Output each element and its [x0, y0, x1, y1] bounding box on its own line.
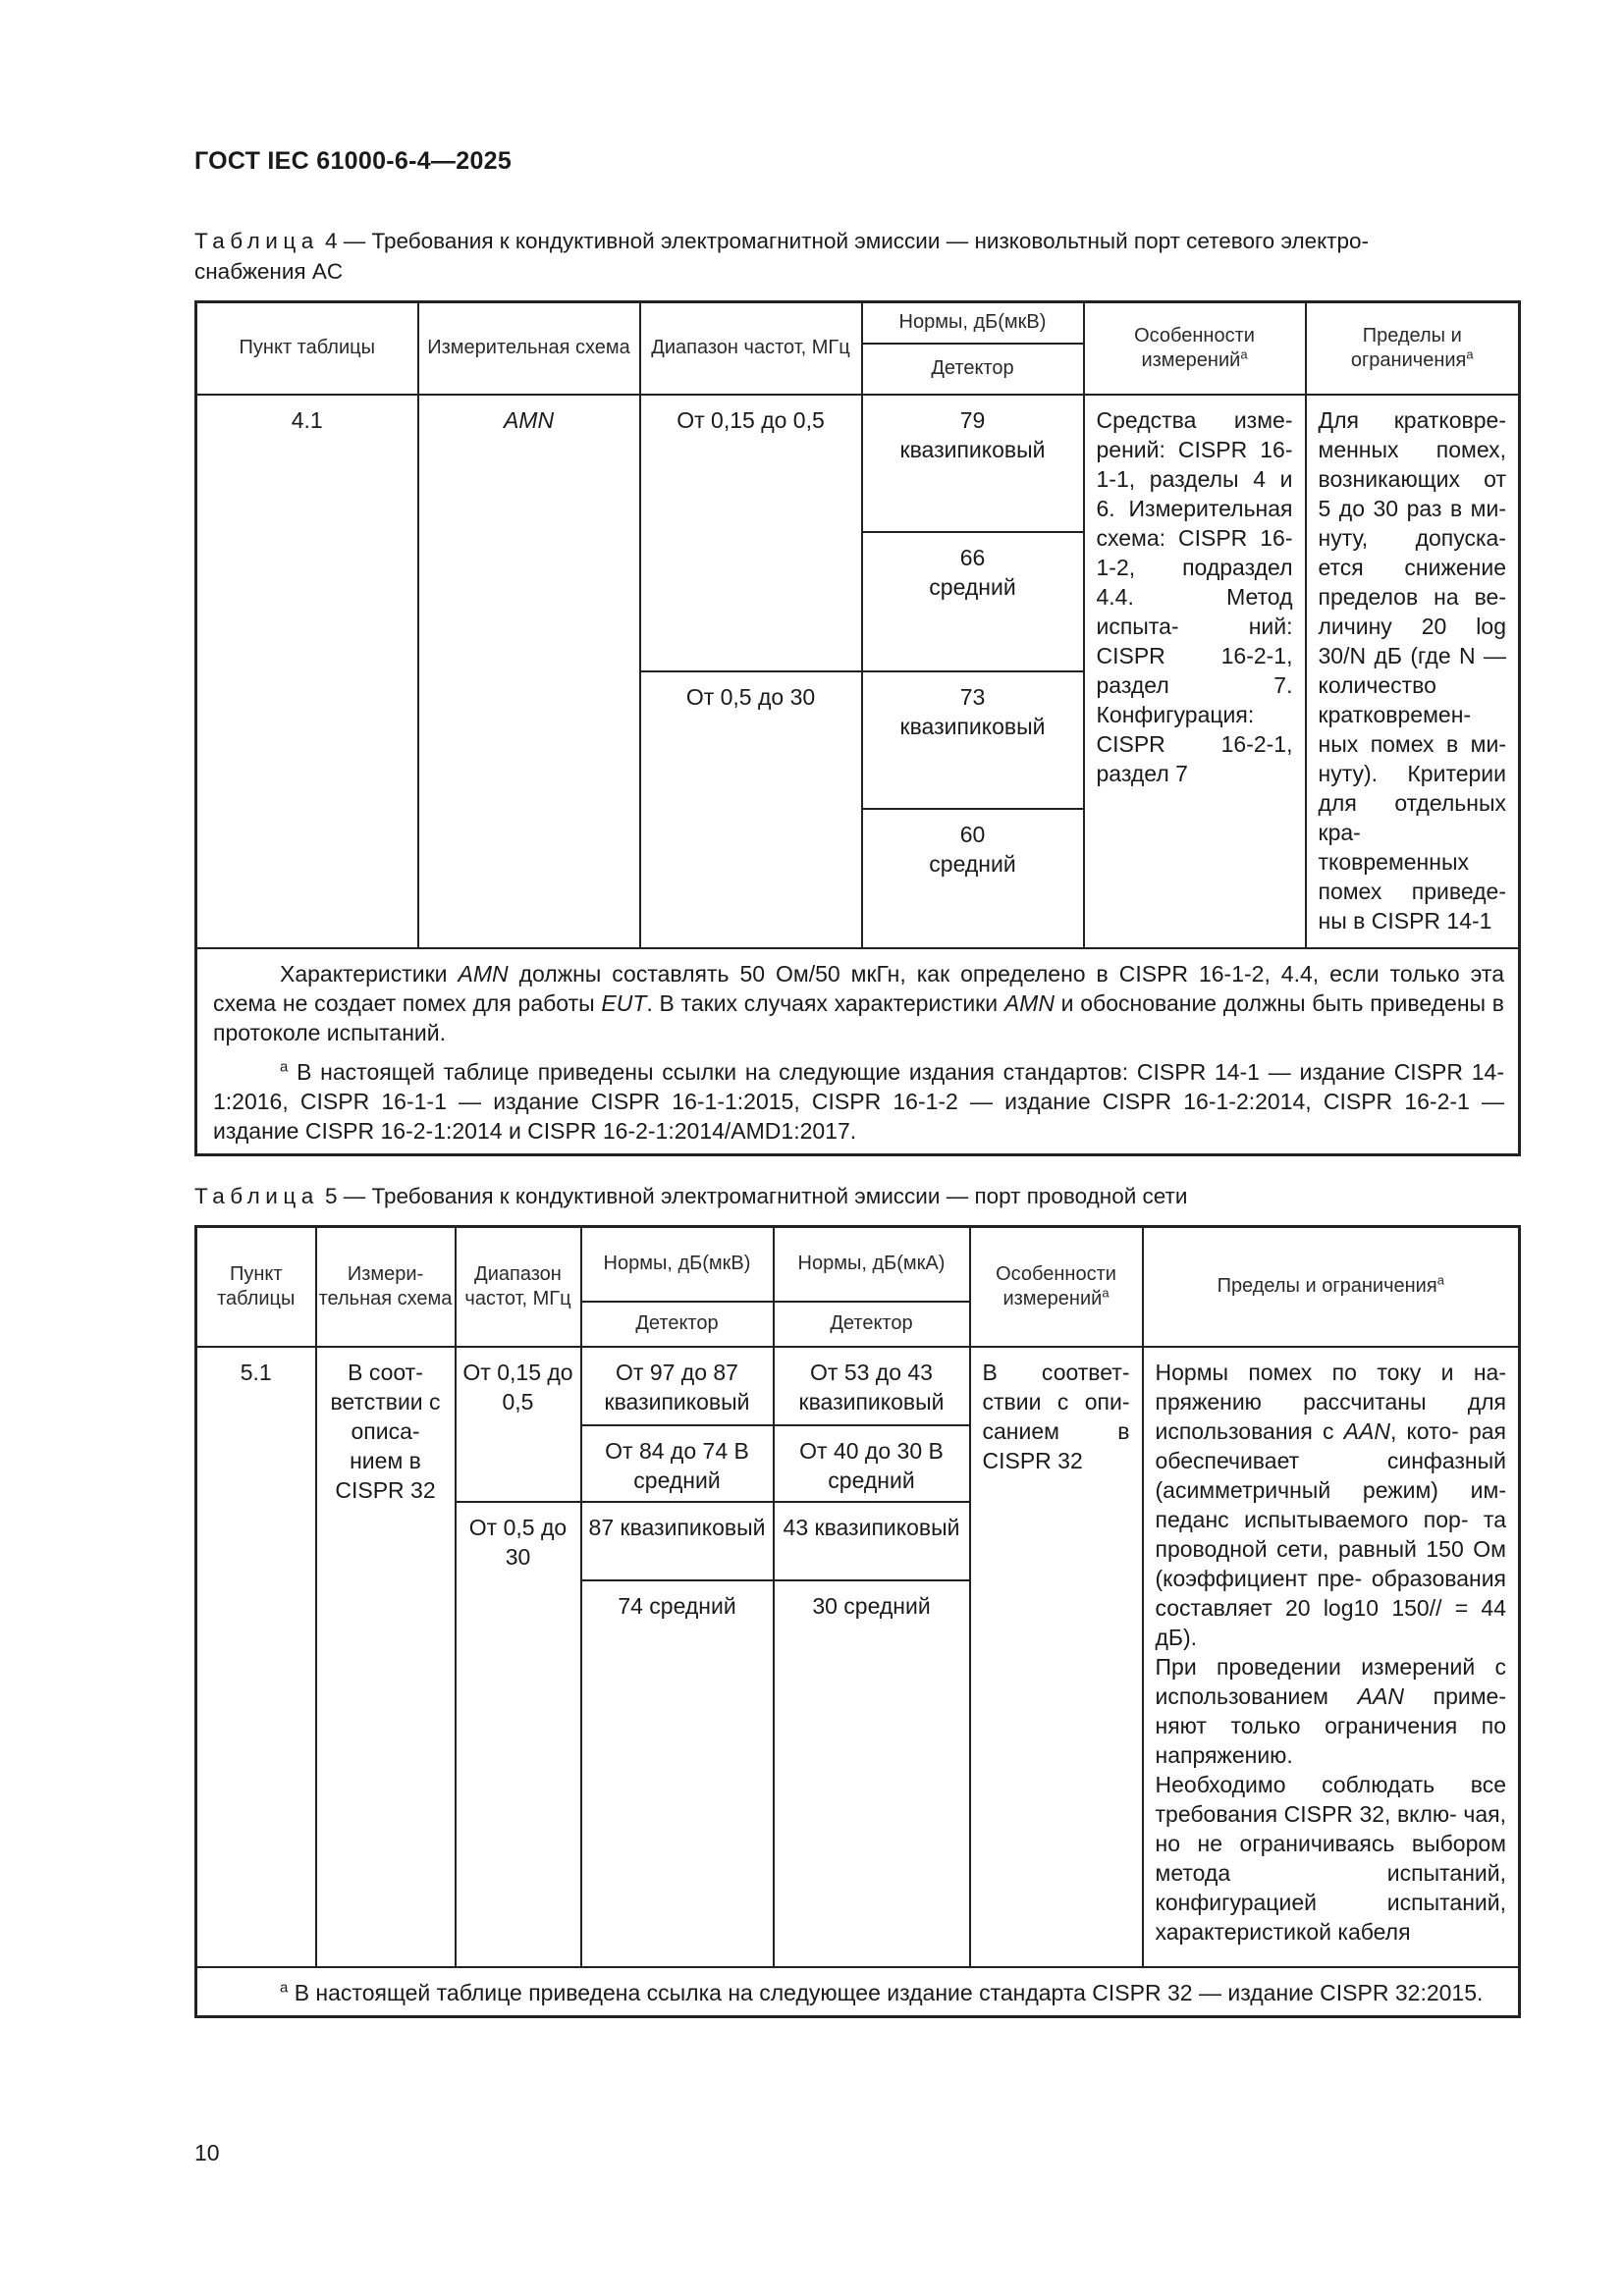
t5-note-footnote-mark: a: [280, 1978, 289, 1996]
t4-header-scheme: [418, 302, 640, 395]
t4-norm-2: [862, 532, 1084, 671]
t4-note-text-d: и обоснование должны быть приведены в протоколе испытаний.: [213, 989, 1504, 1045]
table5-caption-word: Таблица: [194, 1184, 319, 1208]
table5-caption: [194, 1181, 1516, 1211]
t5-norm-a-1: От 53 до 43 квазипиковый: [774, 1347, 970, 1425]
t5-limits-text-b: , кото- рая обеспечивает синфазный (асимметричный режим) им- педанс испытываемого пор- та проводной сети, равный 150 Ом (коэффициент пре- образования составляет 20 log10 150// = 44 дБ).: [1155, 1417, 1507, 1650]
t5-header-features-text: Особенности измерений: [996, 1262, 1116, 1309]
t4-header-detector: Детектор: [862, 344, 1084, 395]
t5-limits-text-c: При проведении измерений с использованием: [1155, 1653, 1506, 1709]
t5-note-footnote-text: В настоящей таблице приведена ссылка на следующее издание стандарта CISPR 32 — издание CISPR 32:2015.: [288, 1979, 1484, 2005]
t5-header-limits-text: Пределы и ограничения: [1217, 1275, 1437, 1298]
t4-note-text-c: . В таких случаях характеристики: [646, 989, 1004, 1016]
t5-header-detector-v: Детектор: [581, 1302, 774, 1347]
table4: [194, 300, 1521, 1156]
table5: [194, 1225, 1521, 2018]
t4-norm-3-detector: квазипиковый: [899, 713, 1046, 739]
t4-norm-4-detector: средний: [929, 850, 1016, 877]
t4-note-paragraph-2: [213, 1057, 1504, 1146]
t4-header-limits-text: Пределы и ограничения: [1350, 324, 1467, 371]
t5-header-detector-a: Детектор: [774, 1302, 970, 1347]
t4-header-norms: Нормы, дБ(мкВ): [862, 302, 1084, 344]
t4-header-limits-sup: a: [1466, 347, 1474, 362]
t4-limits: Для кратковре- менных помех, возникающих от 5 до 30 раз в ми- нуту, допуска- ется снижение пределов на ве- личину 20 log 30/N дБ (где N — количество кратковремен- ных помех в ми- нуту). Критерии для отдельных кра- тковременных помех приведе- ны в CISPR 14-1: [1306, 395, 1520, 948]
t4-header-features: [1084, 302, 1306, 395]
t5-norm-v-3: 87 квазипиковый: [581, 1502, 774, 1580]
t4-note-eut: EUT: [601, 989, 647, 1016]
t4-norm-3: [862, 671, 1084, 809]
t5-norm-v-2: От 84 до 74 В средний: [581, 1425, 774, 1502]
t4-header-freq-text: Диапазон частот, МГц: [651, 337, 850, 359]
t5-limits-text-d: приме- няют только ограничения по напряжению.: [1155, 1682, 1506, 1768]
t4-freq-2: От 0,5 до 30: [640, 671, 862, 948]
t4-header-item: Пункт таблицы: [196, 302, 418, 395]
t4-norm-1-value: 79: [959, 406, 986, 433]
t4-item: 4.1: [196, 395, 418, 948]
t5-norm-a-4: 30 средний: [774, 1580, 970, 1967]
t4-norm-4-value: 60: [959, 821, 986, 847]
t5-header-freq: Диапазон частот, МГц: [456, 1227, 581, 1347]
t5-limits-aan: AAN: [1343, 1417, 1390, 1444]
t5-norm-a-2: От 40 до 30 В средний: [774, 1425, 970, 1502]
t5-item: 5.1: [196, 1347, 316, 1967]
t5-header-limits: [1143, 1227, 1520, 1347]
t5-freq-1: От 0,15 до 0,5: [456, 1347, 581, 1502]
t4-freq-1: От 0,15 до 0,5: [640, 395, 862, 671]
t4-features: Средства изме- рений: CISPR 16-1-1, разделы 4 и 6. Измерительная схема: CISPR 16-1-2, подраздел 4.4. Метод испыта- ний: CISPR 16-2-1, раздел 7. Конфигурация: CISPR 16-2-1, раздел 7: [1084, 395, 1306, 948]
t5-note: [196, 1967, 1520, 2017]
t4-note-amn-2: AMN: [1003, 989, 1055, 1016]
t5-limits: [1143, 1347, 1520, 1967]
t4-header-freq: [640, 302, 862, 395]
t4-norm-3-value: 73: [959, 683, 986, 710]
t5-limits-aan-2: AAN: [1357, 1682, 1404, 1709]
t4-note-paragraph-1: [213, 959, 1504, 1047]
t4-header-features-text: Особенности измерений: [1134, 324, 1255, 371]
t4-norm-2-detector: средний: [929, 573, 1016, 600]
t5-features: В соответ- ствии с опи- санием в CISPR 32: [970, 1347, 1143, 1967]
t4-note-amn: AMN: [458, 960, 509, 987]
t4-note-footnote-mark: a: [280, 1057, 289, 1075]
t5-scheme: В соот- ветствии с описа- нием в CISPR 32: [316, 1347, 456, 1967]
t4-note: [196, 948, 1520, 1155]
document-code: ГОСТ IEC 61000-6-4—2025: [194, 147, 513, 175]
table4-caption-text: 4 — Требования к кондуктивной электромагнитной эмиссии — низковольтный порт сетевого электро-: [318, 229, 1370, 253]
t5-header-norms-v: Нормы, дБ(мкВ): [581, 1227, 774, 1302]
t5-header-item: Пункт таблицы: [196, 1227, 316, 1347]
t4-norm-1: [862, 395, 1084, 532]
t4-header-features-sup: a: [1240, 347, 1248, 362]
t5-note-paragraph: [213, 1978, 1504, 2007]
t5-header-scheme: Измери- тельная схема: [316, 1227, 456, 1347]
t4-header-scheme-text: Измерительная схема: [427, 337, 630, 359]
t5-norm-v-1: От 97 до 87 квазипиковый: [581, 1347, 774, 1425]
t4-norm-2-value: 66: [959, 544, 986, 570]
t4-norm-1-detector: квазипиковый: [899, 436, 1046, 462]
t5-limits-text-e: Необходимо соблюдать все требования CISPR 32, вклю- чая, но не ограничиваясь выбором метода испытаний, конфигурацией испытаний, характеристикой кабеля: [1155, 1771, 1506, 1945]
table4-caption-line2: снабжения AC: [194, 259, 344, 284]
t4-note-footnote-text: В настоящей таблице приведены ссылки на следующие издания стандартов: CISPR 14-1 — издание CISPR 14-1:2016, CISPR 16-1-1 — издание CISPR 16-1-1:2015, CISPR 16-1-2 — издание CISPR 16-1-2:2014, CISPR 16-2-1 — издание CISPR 16-2-1:2014 и CISPR 16-2-1:2014/AMD1:2017.: [213, 1058, 1504, 1144]
page-number: 10: [194, 2140, 220, 2165]
t5-norm-a-3: 43 квазипиковый: [774, 1502, 970, 1580]
t4-scheme: AMN: [418, 395, 640, 948]
t5-limits-text-a: Нормы помех по току и на- пряжению рассчитаны для использования с: [1155, 1359, 1506, 1444]
t5-header-norms-a: Нормы, дБ(мкА): [774, 1227, 970, 1302]
t4-header-limits: [1306, 302, 1520, 395]
t5-norm-v-4: 74 средний: [581, 1580, 774, 1967]
t5-freq-2: От 0,5 до 30: [456, 1502, 581, 1967]
t4-note-text-a: Характеристики: [280, 960, 459, 987]
t5-header-features-sup: a: [1102, 1285, 1110, 1301]
t4-norm-4: [862, 809, 1084, 948]
t5-header-limits-sup: a: [1436, 1272, 1444, 1288]
t5-header-features: [970, 1227, 1143, 1347]
table4-caption-word: Таблица: [194, 229, 319, 253]
table4-caption: [194, 226, 1516, 287]
t4-note-text-b: должны составлять 50 Ом/50 мкГн, как определено в CISPR 16-1-2, 4.4, если только эта схема не создает помех для работы: [213, 960, 1504, 1016]
table5-caption-text: 5 — Требования к кондуктивной электромагнитной эмиссии — порт проводной сети: [318, 1184, 1188, 1208]
